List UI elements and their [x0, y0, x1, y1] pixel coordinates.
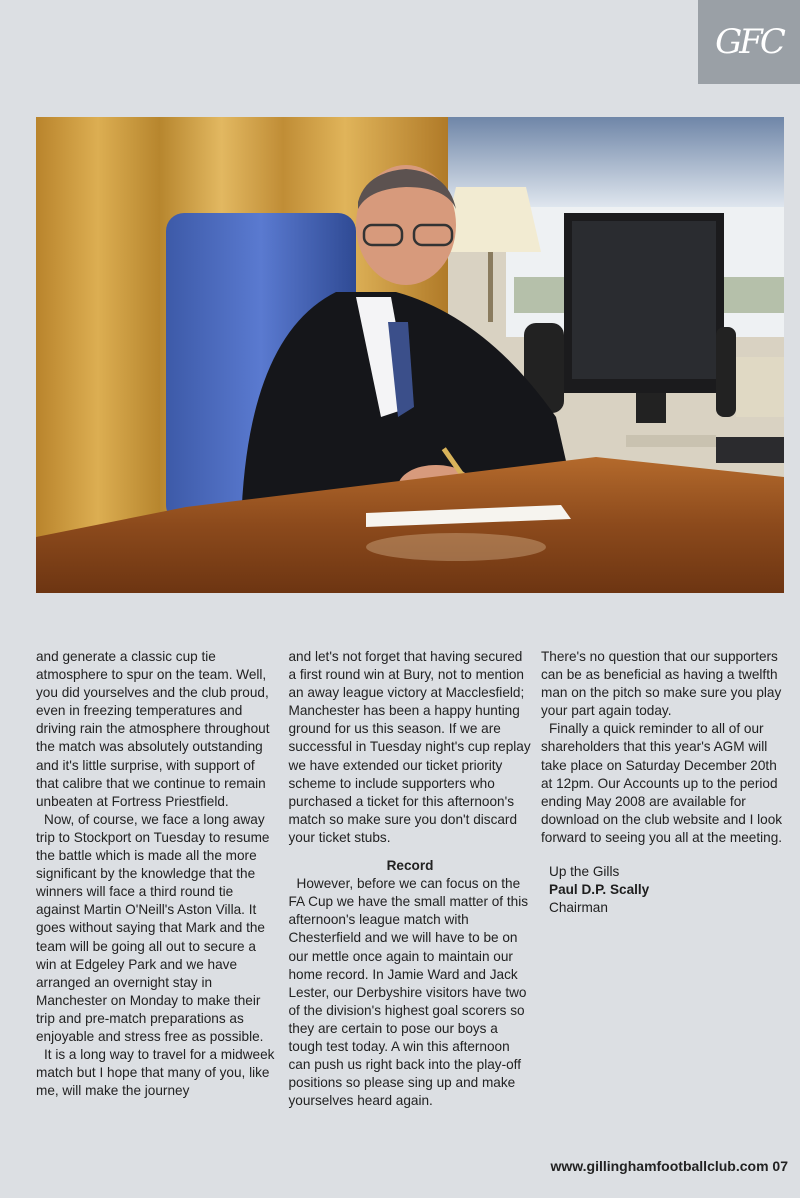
paragraph: There's no question that our supporters can be as beneficial as having a twelfth man on the pitch so make sure you play your part again today.	[541, 649, 782, 719]
chairman-photo	[36, 117, 784, 593]
paragraph: Now, of course, we face a long away trip to Stockport on Tuesday to resume the battle which is made all the more significant by the knowledge that the winners will face a third round tie against Martin O'Neill's Aston Villa. It goes without saying that Mark and the team will be going all out to secure a win at Edgeley Park and we have arranged an overnight stay in Manchester on Monday to make their trip and pre-match preparations as enjoyable and stress free as possible.	[36, 811, 270, 1044]
paragraph: However, before we can focus on the FA Cup we have the small matter of this afternoon's league match with Chesterfield and we will have to be on our mettle once again to maintain our home record. In Jamie Ward and Jack Lester, our Derbyshire visitors have two of the division's highest goal scorers so they are certain to pose our boys a tough test today. A win this afternoon can push us right back into the play-off positions so please sing up and make yourselves heard again.	[288, 876, 529, 1109]
signoff	[541, 863, 784, 917]
signoff-role: Chairman	[549, 900, 608, 916]
subheading-record: Record	[386, 858, 434, 874]
article-column-1	[36, 648, 279, 1110]
article-body	[36, 648, 784, 1110]
article-column-3	[541, 648, 784, 1110]
club-logo	[698, 0, 800, 84]
signoff-greeting: Up the Gills	[549, 864, 620, 880]
paragraph: Finally a quick reminder to all of our shareholders that this year's AGM will take place on Saturday December 20th at 12pm. Our Accounts up to the period ending May 2008 are available for download on the club website and I look forward to seeing you all at the meeting.	[541, 721, 783, 845]
footer-url-page-number: www.gillinghamfootballclub.com 07	[550, 1158, 788, 1174]
paragraph: and let's not forget that having secured a first round win at Bury, not to mention an away league victory at Macclesfield; Manchester has been a happy hunting ground for us this season. If we are successful in Tuesday night's cup replay we have extended our ticket priority scheme to include supporters who purchased a ticket for this afternoon's match so make sure you don't discard your ticket stubs.	[288, 649, 531, 845]
signoff-name: Paul D.P. Scally	[549, 882, 650, 898]
article-column-2	[289, 648, 532, 1110]
paragraph: and generate a classic cup tie atmosphere to spur on the team. Well, you did yourselves and the club proud, even in freezing temperatures and driving rain the atmosphere throughout the match was absolutely outstanding and it's little surprise, with support of that calibre that we continue to remain unbeaten at Fortress Priestfield.	[36, 649, 270, 809]
club-logo-text: GFC	[715, 22, 783, 62]
paragraph: It is a long way to travel for a midweek match but I hope that many of you, like me, will make the journey	[36, 1047, 275, 1099]
